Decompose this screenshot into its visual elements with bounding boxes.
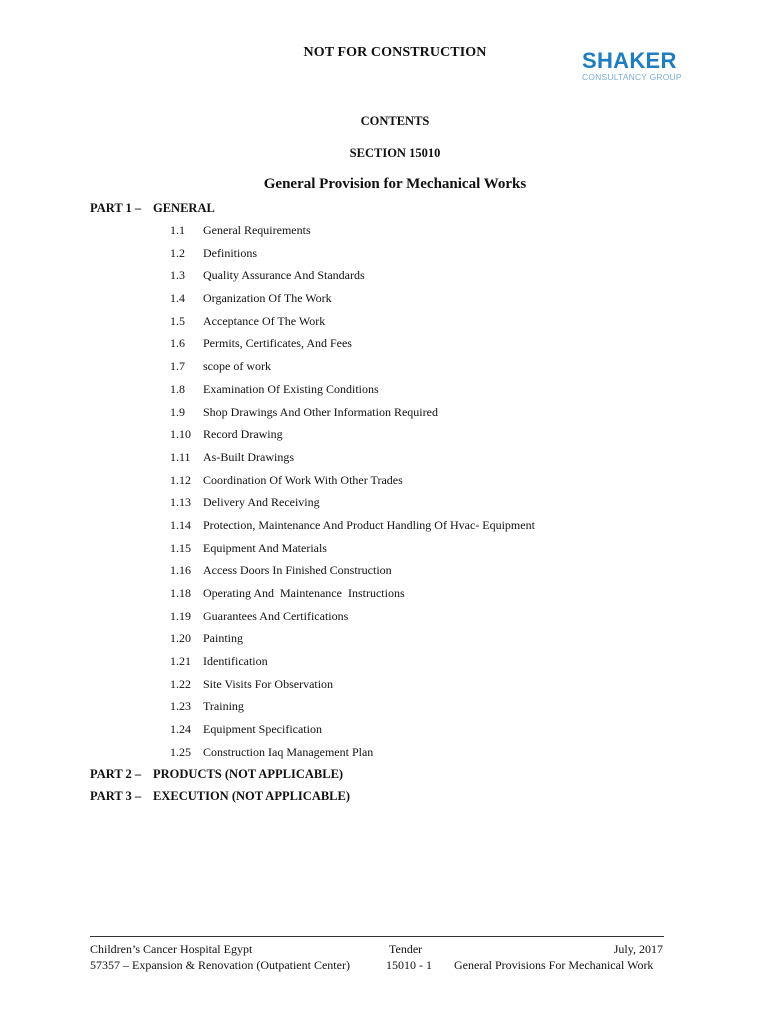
part-heading-2 [90,767,343,782]
toc-item-number: 1.8 [170,381,185,396]
toc-item [170,427,690,450]
toc-item-number: 1.21 [170,654,191,669]
footer-job: 57357 – Expansion & Renovation (Outpatient Center) [90,958,350,972]
toc-item-title: As-Built Drawings [203,449,294,464]
toc-item-number: 1.14 [170,517,191,532]
toc-item-number: 1.11 [170,449,191,464]
toc-item [170,268,690,291]
document-title: General Provision for Mechanical Works [263,176,527,192]
toc-item-number: 1.12 [170,472,191,487]
toc-item-title: scope of work [203,359,271,374]
toc-item [170,359,690,382]
toc-item [170,518,690,541]
toc-item [170,291,690,314]
toc-item-title: Record Drawing [203,427,283,442]
toc-item-number: 1.18 [170,586,191,600]
toc-item [170,314,690,337]
toc-item [170,450,690,473]
toc-item-title: Guarantees And Certifications [203,608,349,623]
toc-item-title: Identification [203,654,268,669]
toc-item-title: Examination Of Existing Conditions [203,381,379,396]
toc-item-number: 1.1 [170,223,185,237]
toc-item [170,541,690,564]
toc-item [170,405,690,428]
toc-item-number: 1.9 [170,404,185,419]
toc-item-title: Equipment And Materials [203,540,327,555]
toc-item-title: Training [203,699,244,714]
toc-item-title: Construction Iaq Management Plan [203,744,374,759]
toc-item-title: Permits, Certificates, And Fees [203,336,352,351]
toc-item-number: 1.25 [170,744,191,759]
toc-item-number: 1.13 [170,495,191,510]
company-logo [582,50,692,86]
toc-item-title: Equipment Specification [203,722,322,737]
toc-item-title: Protection, Maintenance And Product Handling Of Hvac- Equipment [203,517,535,532]
contents-heading: CONTENTS [360,114,430,128]
logo-wordmark: SHAKER [582,48,677,73]
toc-item-number: 1.24 [170,722,191,737]
footer-stage: Tender [389,942,423,956]
toc-item-number: 1.5 [170,313,185,328]
toc-item-number: 1.16 [170,563,191,578]
toc-item-title: Organization Of The Work [203,291,332,306]
footer-project: Children’s Cancer Hospital Egypt [90,942,253,956]
toc-item [170,722,690,745]
toc-item [170,246,690,269]
construction-notice: NOT FOR CONSTRUCTION [303,45,487,60]
toc-item-title: Delivery And Receiving [203,495,320,510]
toc-item [170,677,690,700]
toc-item [170,336,690,359]
toc-item-title: Operating And Maintenance Instructions [203,586,405,600]
toc-item [170,586,690,609]
toc-item-number: 1.3 [170,268,185,283]
toc-item [170,473,690,496]
toc-item-title: Site Visits For Observation [203,676,334,691]
toc-item-number: 1.19 [170,608,191,623]
part-heading-3 [90,789,350,804]
toc-item-number: 1.7 [170,359,185,374]
toc-item [170,745,690,768]
toc-item-number: 1.6 [170,336,185,351]
part-number: PART 2 – [90,767,142,781]
toc-item-number: 1.22 [170,676,191,691]
part-title: EXECUTION (NOT APPLICABLE) [153,789,351,803]
toc-item [170,631,690,654]
toc-item-title: Definitions [203,245,257,260]
section-heading: SECTION 15010 [349,146,441,160]
toc-item-title: Quality Assurance And Standards [203,268,365,283]
toc-item-number: 1.2 [170,245,185,260]
part-number: PART 1 – [90,201,142,215]
part-heading-1 [90,201,215,216]
footer-divider [90,936,664,937]
toc-item-number: 1.10 [170,427,191,442]
part-title: GENERAL [153,201,215,215]
footer-document-name: General Provisions For Mechanical Work [454,958,654,972]
toc-item [170,495,690,518]
logo-tagline: CONSULTANCY GROUP [582,72,682,82]
footer-date: July, 2017 [613,942,663,956]
toc-item-number: 1.23 [170,699,191,714]
part-title: PRODUCTS (NOT APPLICABLE) [153,767,344,781]
toc-item [170,609,690,632]
toc-item-title: General Requirements [203,223,311,237]
toc-item-number: 1.15 [170,540,191,555]
toc-item [170,563,690,586]
toc-item-title: Painting [203,631,244,646]
toc-item-title: Acceptance Of The Work [203,313,326,328]
toc-item [170,699,690,722]
toc-item-number: 1.20 [170,631,191,646]
part-number: PART 3 – [90,789,142,803]
toc-item-title: Access Doors In Finished Construction [203,563,392,578]
footer-page-number: 15010 - 1 [386,958,432,972]
toc-item-number: 1.4 [170,291,185,306]
toc-item [170,382,690,405]
toc-item-title: Shop Drawings And Other Information Required [203,404,438,419]
toc-item [170,654,690,677]
toc-item-title: Coordination Of Work With Other Trades [203,472,403,487]
toc-item [170,223,690,246]
toc-list [170,223,690,768]
